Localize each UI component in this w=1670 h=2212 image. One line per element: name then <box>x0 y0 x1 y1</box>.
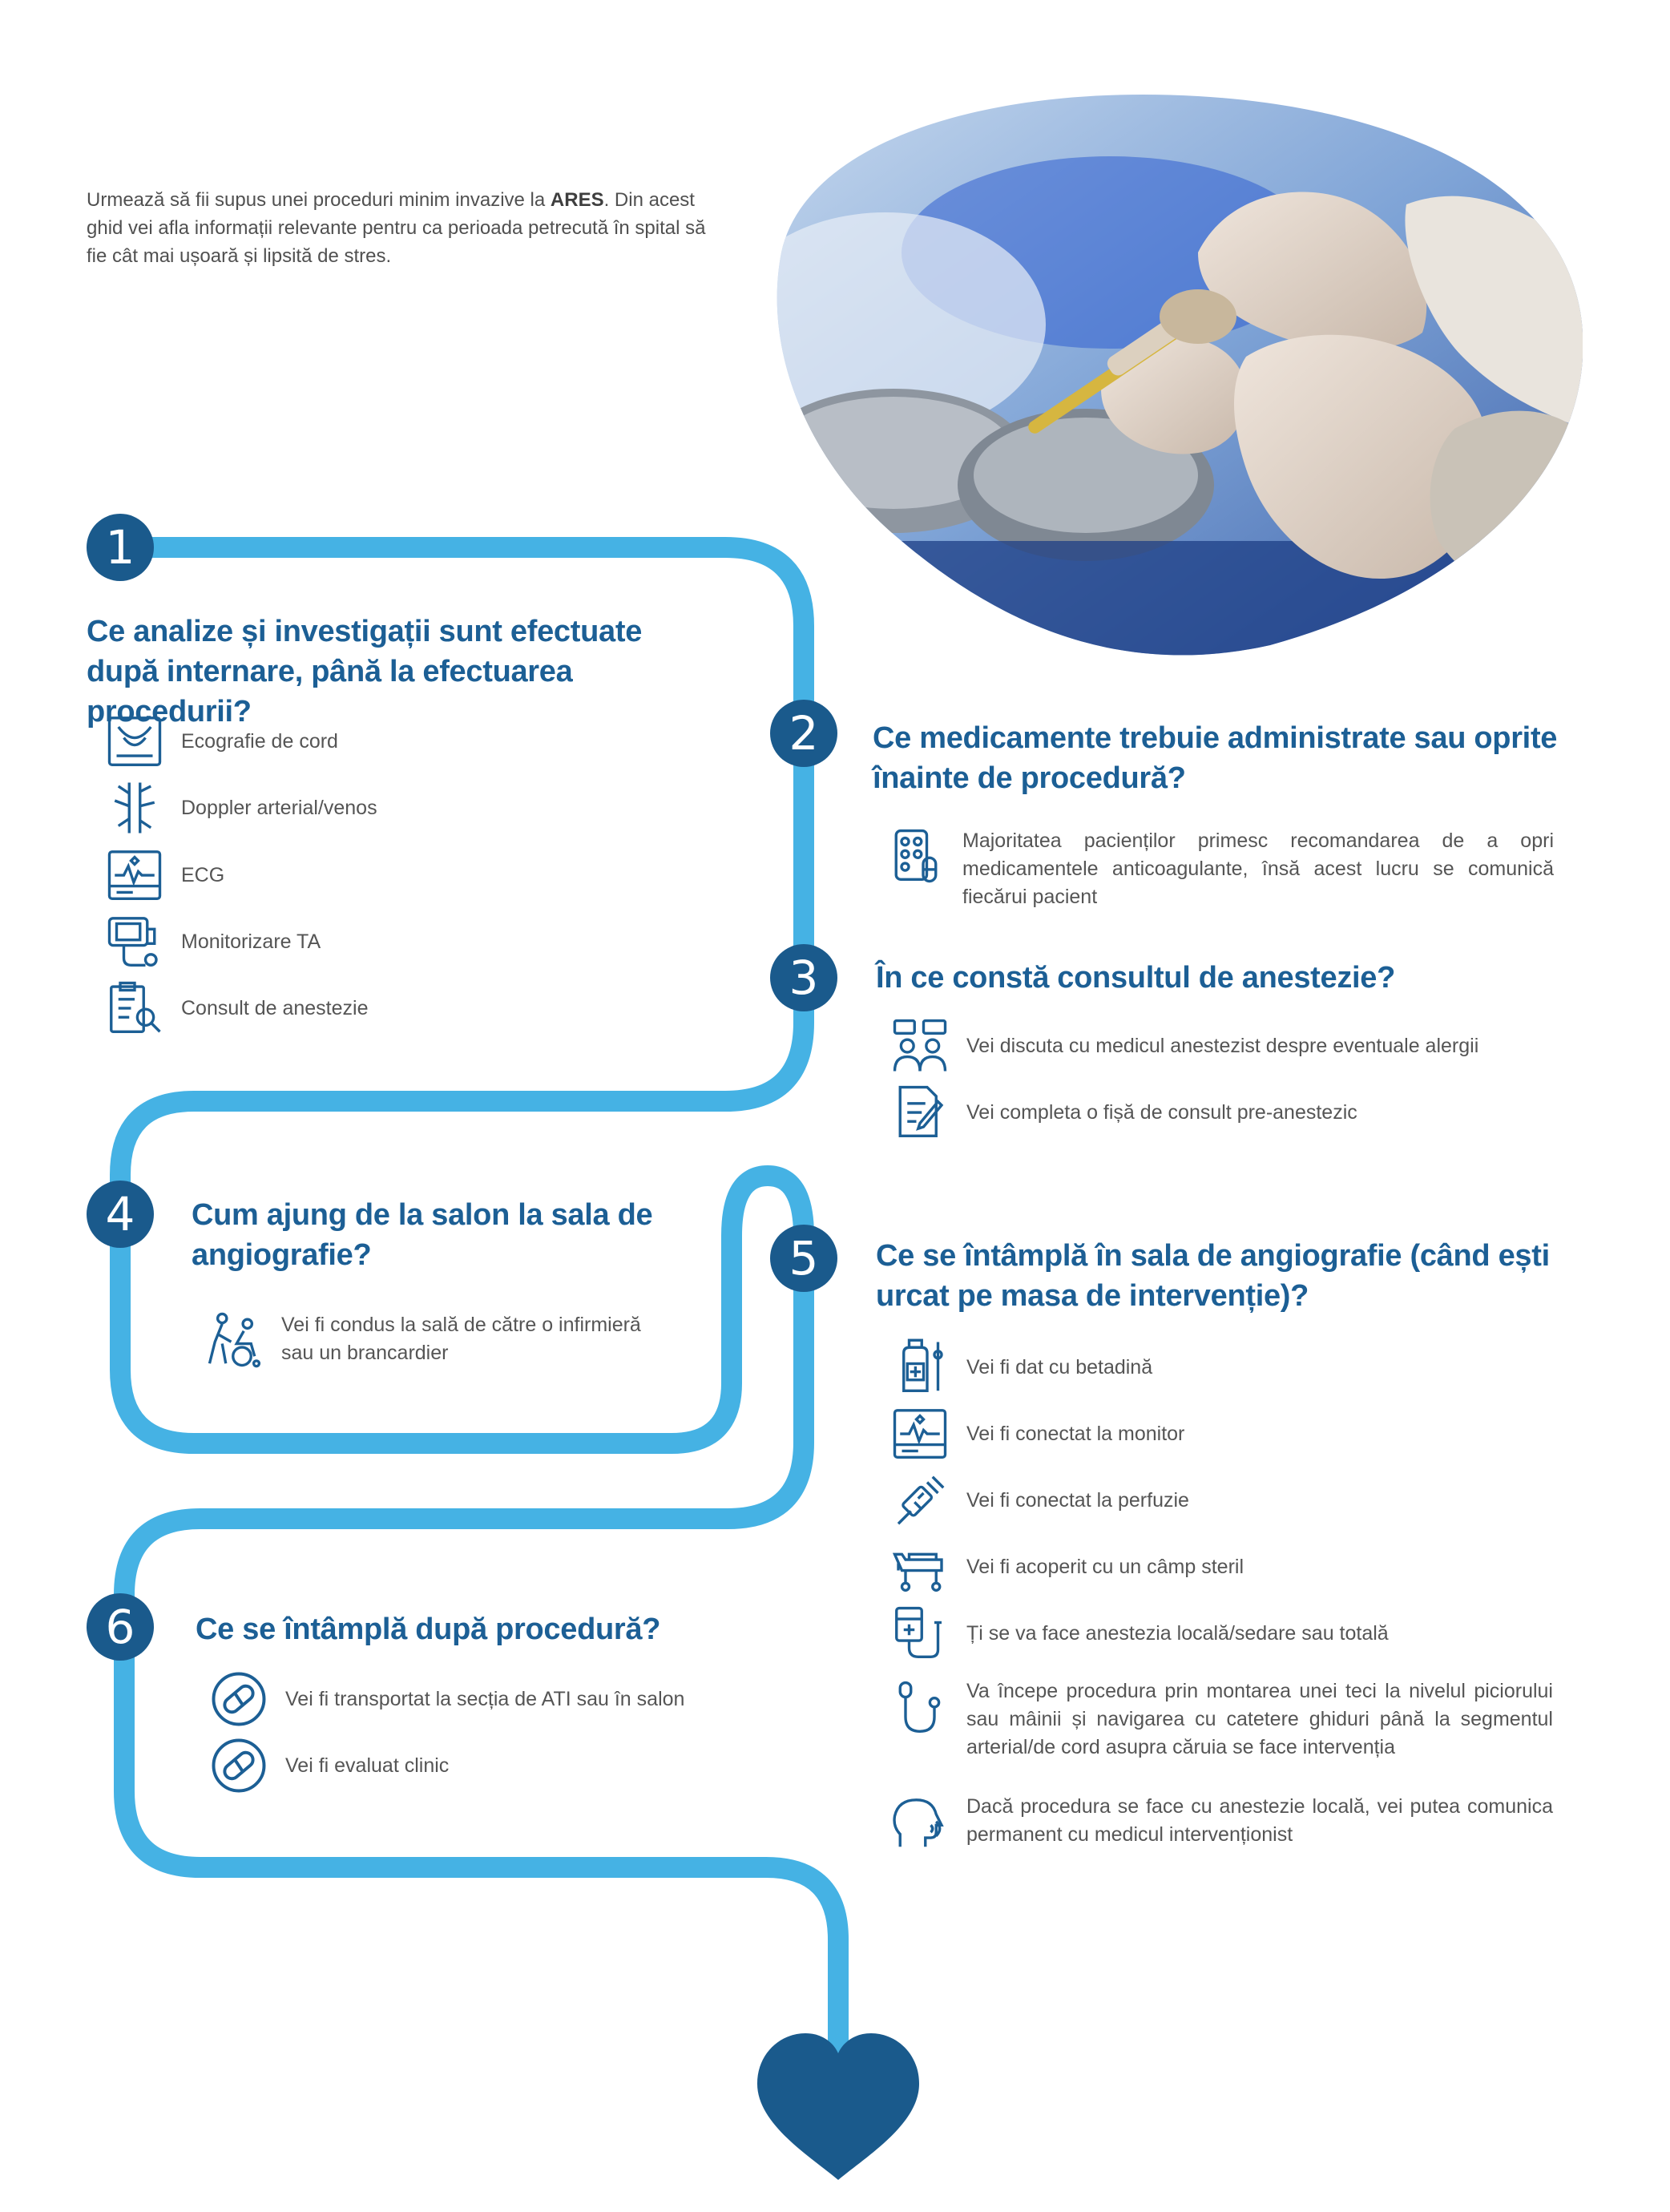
step-5-item-7: Dacă procedura se face cu anestezie locală, vei putea comunica permanent cu medicul intervenționist <box>888 1791 1553 1855</box>
step-1-title: Ce analize și investigații sunt efectuate după internare, până la efectuarea procedurii? <box>87 615 643 729</box>
step-5-item-6: Va începe procedura prin montarea unei teci la nivelul piciorului sau mâinii și navigarea cu catetere ghiduri până la segmentul arterial/de cord asupra căruia se face intervenția <box>888 1676 1553 1762</box>
step-number-4: 4 <box>87 1181 154 1248</box>
capsule-icon <box>207 1667 271 1731</box>
speaking-head-icon <box>888 1791 952 1855</box>
step-1-item-2: Doppler arterial/venos <box>103 776 377 840</box>
procedure-photo <box>749 92 1583 661</box>
step-number-6: 6 <box>87 1593 154 1661</box>
step-5-item-2: Vei fi conectat la monitor <box>888 1402 1184 1466</box>
iv-drip-icon <box>888 1468 952 1532</box>
step-5-item-4: Vei fi acoperit cu un câmp steril <box>888 1535 1244 1599</box>
step-number-3: 3 <box>770 944 837 1011</box>
monitor-icon <box>888 1402 952 1466</box>
stretcher-icon <box>888 1535 952 1599</box>
brand-name: ARES <box>550 189 604 211</box>
heart-icon <box>757 2033 919 2180</box>
step-3-item-2: Vei completa o fișă de consult pre-anestezic <box>888 1080 1357 1144</box>
step-number-1: 1 <box>87 514 154 581</box>
blood-pressure-icon <box>103 910 167 974</box>
step-2-item-1: Majoritatea pacienților primesc recomandarea de a opri medicamentele anticoagulante, însă acest lucru se comunică fiecărui pacient <box>884 824 1554 911</box>
intro-paragraph: Urmează să fii supus unei proceduri minim invazive la ARES. Din acest ghid vei afla informații relevante pentru ca perioada petrecută în spital să fie cât mai ușoară și lipsită de stres. <box>87 189 706 267</box>
clipboard-search-icon <box>103 976 167 1040</box>
step-1-item-5: Consult de anestezie <box>103 976 368 1040</box>
step-5-item-1: Vei fi dat cu betadină <box>888 1335 1152 1399</box>
step-5-item-5: Ți se va face anestezia locală/sedare sau totală <box>888 1601 1389 1665</box>
step-6-title: Ce se întâmplă după procedură? <box>196 1613 661 1646</box>
ecg-monitor-icon <box>103 843 167 907</box>
step-1-item-1: Ecografie de cord <box>103 709 338 773</box>
step-4-title: Cum ajung de la salon la sala de angiografie? <box>192 1198 653 1272</box>
step-3-title: În ce constă consultul de anestezie? <box>876 961 1396 995</box>
capsule-icon <box>207 1734 271 1798</box>
antiseptic-bottle-icon <box>888 1335 952 1399</box>
step-5-item-3: Vei fi conectat la perfuzie <box>888 1468 1189 1532</box>
catheter-icon <box>888 1676 952 1740</box>
step-5-title: Ce se întâmplă în sala de angiografie (când ești urcat pe masa de intervenție)? <box>876 1239 1550 1313</box>
anesthesia-icon <box>888 1601 952 1665</box>
form-pen-icon <box>888 1080 952 1144</box>
step-number-2: 2 <box>770 700 837 767</box>
step-1-item-3: ECG <box>103 843 224 907</box>
step-number-5: 5 <box>770 1225 837 1292</box>
ultrasound-icon <box>103 709 167 773</box>
pills-icon <box>884 824 948 888</box>
step-1-item-4: Monitorizare TA <box>103 910 321 974</box>
step-4-item-1: Vei fi condus la sală de către o infirmieră sau un brancardier <box>203 1308 650 1372</box>
step-6-item-1: Vei fi transportat la secția de ATI sau în salon <box>207 1667 684 1731</box>
wheelchair-escort-icon <box>203 1308 267 1372</box>
vessels-icon <box>103 776 167 840</box>
step-3-item-1: Vei discuta cu medicul anestezist despre eventuale alergii <box>888 1014 1478 1078</box>
consultation-icon <box>888 1014 952 1078</box>
step-2-title: Ce medicamente trebuie administrate sau oprite înainte de procedură? <box>873 721 1558 795</box>
step-6-item-2: Vei fi evaluat clinic <box>207 1734 449 1798</box>
